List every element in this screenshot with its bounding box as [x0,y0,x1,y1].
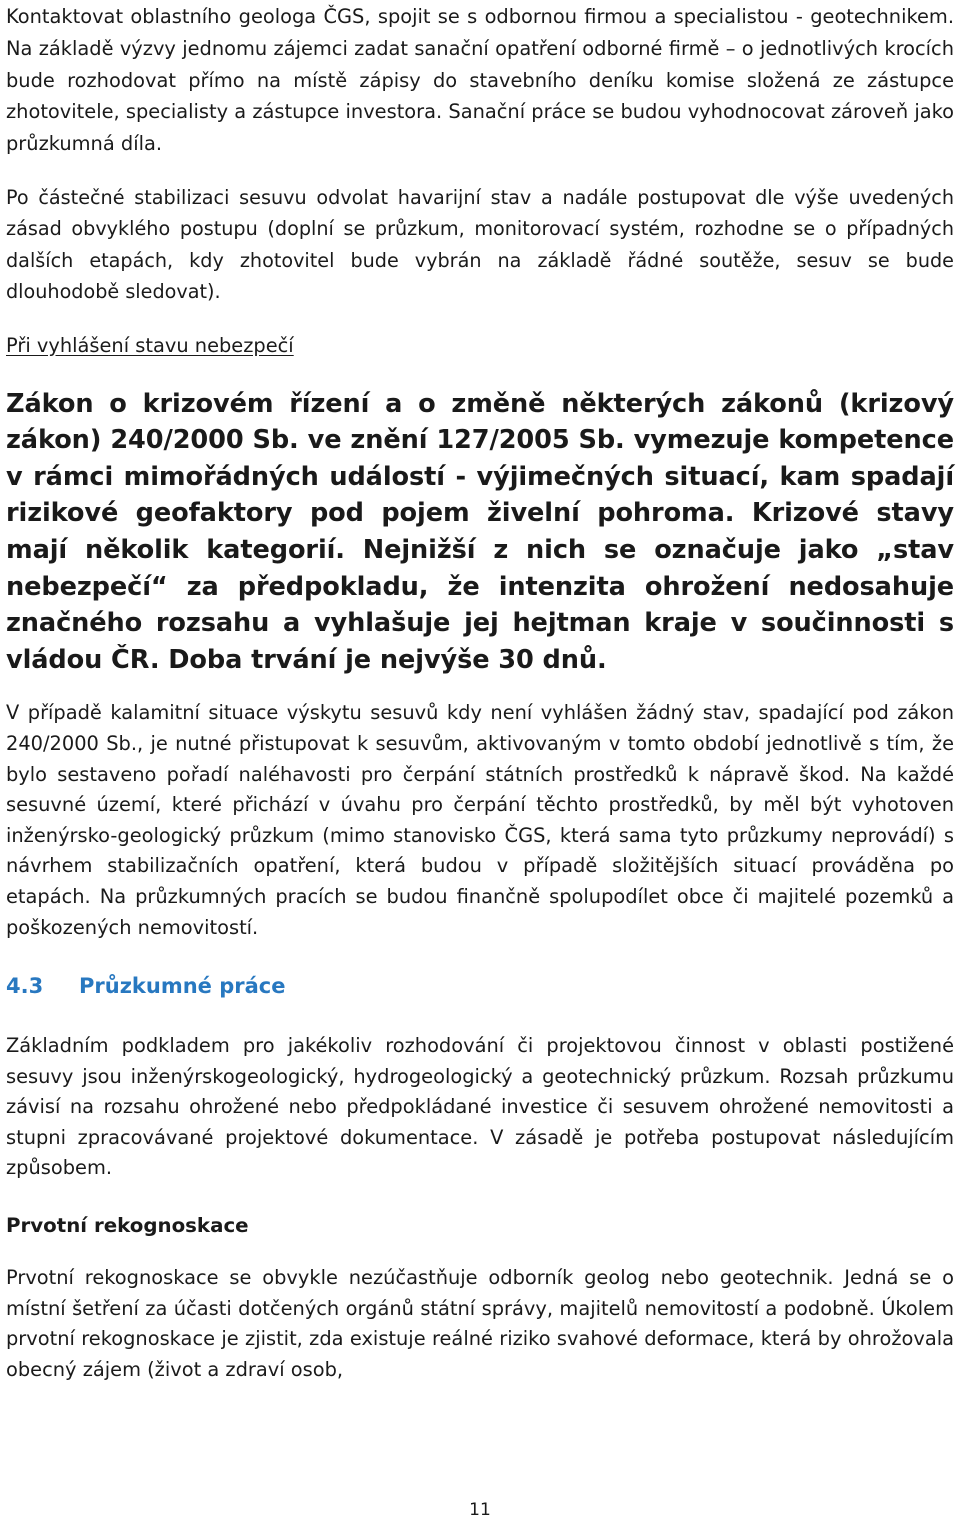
section-title: Průzkumné práce [79,974,286,999]
paragraph-crisis-law: Zákon o krizovém řízení a o změně některých zákonů (krizový zákon) 240/2000 Sb. ve znění 127/2005 Sb. vymezuje kompetence v rámci mimořádných událostí - výjimečných situací, kam spadají rizikové geofaktory pod pojem živelní pohroma. Krizové stavy mají několik kategorií. Nejnižší z nich se označuje jako „stav nebezpečí“ za předpokladu, že intenzita ohrožení nedosahuje značného rozsahu a vyhlašuje jej hejtman kraje v součinnosti s vládou ČR. Doba trvání je nejvýše 30 dnů. [6,388,954,675]
heading-state-of-danger: Při vyhlášení stavu nebezpečí [6,333,294,357]
paragraph-calamity-situation: V případě kalamitní situace výskytu sesuvů kdy není vyhlášen žádný stav, spadající pod zákon 240/2000 Sb., je nutné přistupovat k sesuvům, aktivovaným v tomto období jednotlivě s tím, že bylo sestaveno pořadí naléhavosti pro čerpání státních prostředků k nápravě škod. Na každé sesuvné území, které přichází v úvahu pro čerpání těchto prostředků, by měl být vyhotoven inženýrsko-geologický průzkum (mimo stanovisko ČGS, která sama tyto průzkumy neprovádí) s návrhem stabilizačních opatření, která budou v případě složitějších situací prováděna po etapách. Na průzkumných pracích se budou finančně spolupodílet obce či majitelé pozemků a poškozených nemovitostí. [6,701,954,939]
section-heading [6,971,954,1001]
heading-initial-reconnaissance: Prvotní rekognoskace [6,1214,249,1238]
paragraph-stabilization: Po částečné stabilizaci sesuvu odvolat havarijní stav a nadále postupovat dle výše uvedených zásad obvyklého postupu (doplní se průzkum, monitorovací systém, rozhodne se o případných dalších etapách, kdy zhotovitel bude vybrán na základě řádné soutěže, sesuv se bude dlouhodobě sledovat). [6,185,954,304]
paragraph-initial-reconnaissance: Prvotní rekognoskace se obvykle nezúčastňuje odborník geolog nebo geotechnik. Jedná se o místní šetření za účasti dotčených orgánů státní správy, majitelů nemovitostí a podobně. Úkolem prvotní rekognoskace je zjistit, zda existuje reálné riziko svahové deformace, která by ohrožovala obecný zájem (život a zdraví osob, [6,1266,954,1381]
paragraph-remediation-steps: Kontaktovat oblastního geologa ČGS, spojit se s odbornou firmou a specialistou - geotechnikem. Na základě výzvy jednomu zájemci zadat sanační opatření odborné firmě – o jednotlivých krocích bude rozhodovat přímo na místě zápisy do stavebního deníku komise složená ze zástupce zhotovitele, specialisty a zástupce investora. Sanační práce se budou vyhodnocovat zároveň jako průzkumná díla. [6,5,954,156]
page-number: 11 [469,1500,491,1520]
document-page [6,0,954,1385]
paragraph-survey-basis: Základním podkladem pro jakékoliv rozhodování či projektovou činnost v oblasti postižené sesuvy jsou inženýrskogeologický, hydrogeologický a geotechnický průzkum. Rozsah průzkumu závisí na rozsahu ohrožené nebo předpokládané investice či sesuvem ohrožené nemovitosti a stupni zpracovávané projektové dokumentace. V zásadě je potřeba postupovat následujícím způsobem. [6,1034,954,1180]
section-number: 4.3 [6,974,44,999]
